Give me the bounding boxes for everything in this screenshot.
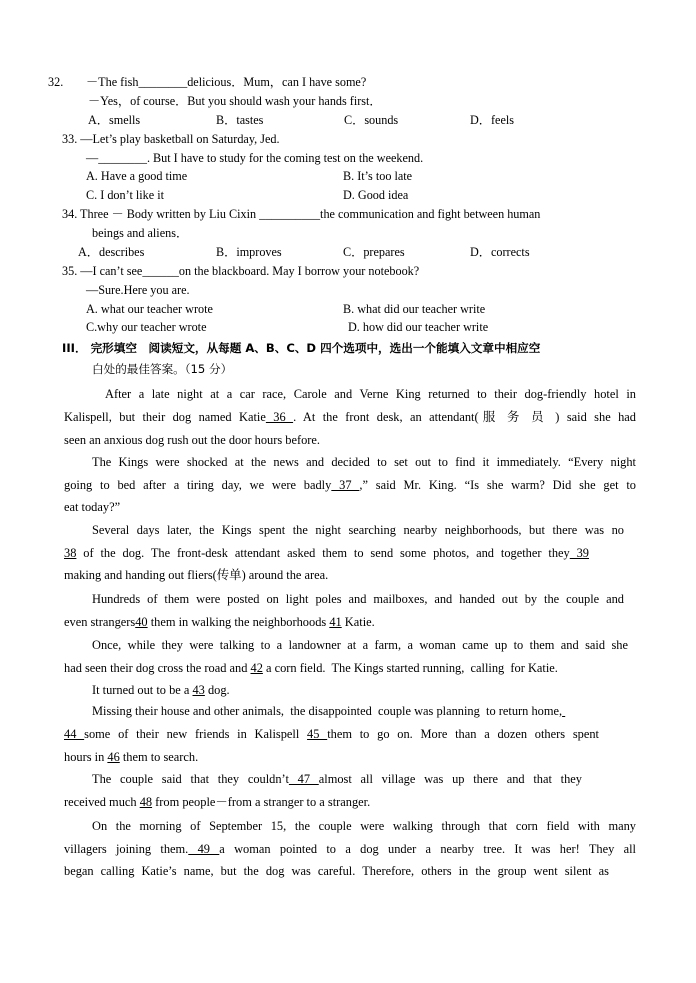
section-title-cont: 白处的最佳答案。（15 分） (92, 362, 233, 376)
q35-dialog-reply: —Sure.Here you are. (86, 283, 190, 297)
passage-line: Once, while they were talking to a landowner at a farm, a woman came up to them and said she (92, 638, 628, 652)
blank-39: 39 (569, 546, 589, 560)
blank-44: 44 (64, 727, 85, 741)
passage-line: After a late night at a car race, Carole and Verne King returned to their dog-friendly hotel in (105, 387, 636, 401)
passage-line: villagers joining them. 49 a woman pointed to a dog under a nearby tree. It was her! They all (64, 842, 636, 856)
passage-line: It turned out to be a 43 dog. (92, 683, 230, 697)
passage-line: The Kings were shocked at the news and decided to set out to find it immediately. “Every night (92, 455, 636, 469)
q35-option-a: A. what our teacher wrote (86, 302, 213, 316)
blank-36: 36 (265, 410, 294, 424)
q32-option-a: A．smells (88, 113, 141, 127)
blank-48: 48 (139, 795, 153, 809)
section-title: III． 完形填空 阅读短文，从每题 A、B、C、D 四个选项中，选出一个能填入文章中相应空 (62, 341, 541, 355)
passage-line: Kalispell, but their dog named Katie 36 . At the front desk, an attendant(服 务 员 ) said she had (64, 410, 636, 424)
blank-38: 38 (64, 546, 77, 560)
q35-option-d: D. how did our teacher write (348, 320, 489, 334)
q32-number: 32. (48, 75, 64, 89)
q33-option-b: B. It’s too late (343, 169, 413, 183)
q32-option-b: B．tastes (216, 113, 264, 127)
q34-question-cont: beings and aliens． (92, 226, 189, 240)
q35-option-b: B. what did our teacher write (343, 302, 486, 316)
q34-option-a: A．describes (78, 245, 145, 259)
q32-option-d: D．feels (470, 113, 514, 127)
passage-line: received much 48 from people－from a stranger to a stranger. (64, 795, 371, 809)
q33-question: 33. —Let’s play basketball on Saturday, Jed. (62, 132, 280, 146)
passage-line: On the morning of September 15, the couple were walking through that corn field with many (92, 819, 636, 833)
passage-line: going to bed after a tiring day, we were badly 37 ,” said Mr. King. “Is she warm? Did she get to (64, 478, 636, 492)
q32-question: －The fish________delicious．Mum，can I have some? (86, 75, 367, 89)
q33-option-d: D. Good idea (343, 188, 409, 202)
blank-47: 47 (288, 772, 319, 786)
blank-42: 42 (250, 661, 263, 675)
blank-46: 46 (107, 750, 120, 764)
q33-dialog-reply: —________. But I have to study for the coming test on the weekend. (86, 151, 424, 165)
passage-line: began calling Katie’s name, but the dog was careful. Therefore, others in the group went silent as (64, 864, 609, 878)
q32-dialog-reply: －Yes，of course．But you should wash your hands first． (88, 94, 382, 108)
q34-question: 34. Three － Body written by Liu Cixin __________the communication and fight between human (62, 207, 541, 221)
q34-option-b: B．improves (216, 245, 282, 259)
passage-line: even strangers40 them in walking the neighborhoods 41 Katie. (64, 615, 375, 629)
passage-line: 44 some of their new friends in Kalispell 45 them to go on. More than a dozen others spent (64, 727, 599, 741)
passage-line: seen an anxious dog rush out the door hours before. (64, 433, 321, 447)
blank-43: 43 (192, 683, 205, 697)
blank-45: 45 (307, 727, 328, 741)
blank-49: 49 (188, 842, 220, 856)
q35-option-c: C.why our teacher wrote (86, 320, 207, 334)
blank-41: 41 (329, 615, 342, 629)
blank-40: 40 (135, 615, 148, 629)
q34-option-c: C．prepares (343, 245, 405, 259)
blank-37: 37 (331, 478, 360, 492)
passage-line: 38 of the dog. The front-desk attendant asked them to send some photos, and together they 39 (64, 546, 589, 560)
q35-question: 35. —I can’t see______on the blackboard. May I borrow your notebook? (62, 264, 420, 278)
passage-line: Hundreds of them were posted on light poles and mailboxes, and handed out by the couple and (92, 592, 624, 606)
passage-line: had seen their dog cross the road and 42 a corn field. The Kings started running, calling for Katie. (64, 661, 558, 675)
passage-line: Several days later, the Kings spent the night searching nearby neighborhoods, but there was no (92, 523, 624, 537)
q32-option-c: C．sounds (344, 113, 399, 127)
passage-line: making and handing out fliers(传单) around the area. (64, 568, 329, 582)
passage-line: hours in 46 them to search. (64, 750, 199, 764)
passage-line: Missing their house and other animals, the disappointed couple was planning to return home, (92, 704, 563, 718)
passage-line: eat today?” (64, 500, 121, 514)
passage-line: The couple said that they couldn’t 47 almost all village was up there and that they (92, 772, 582, 786)
q34-option-d: D．corrects (470, 245, 530, 259)
q33-option-a: A. Have a good time (86, 169, 188, 183)
q33-option-c: C. I don’t like it (86, 188, 164, 202)
